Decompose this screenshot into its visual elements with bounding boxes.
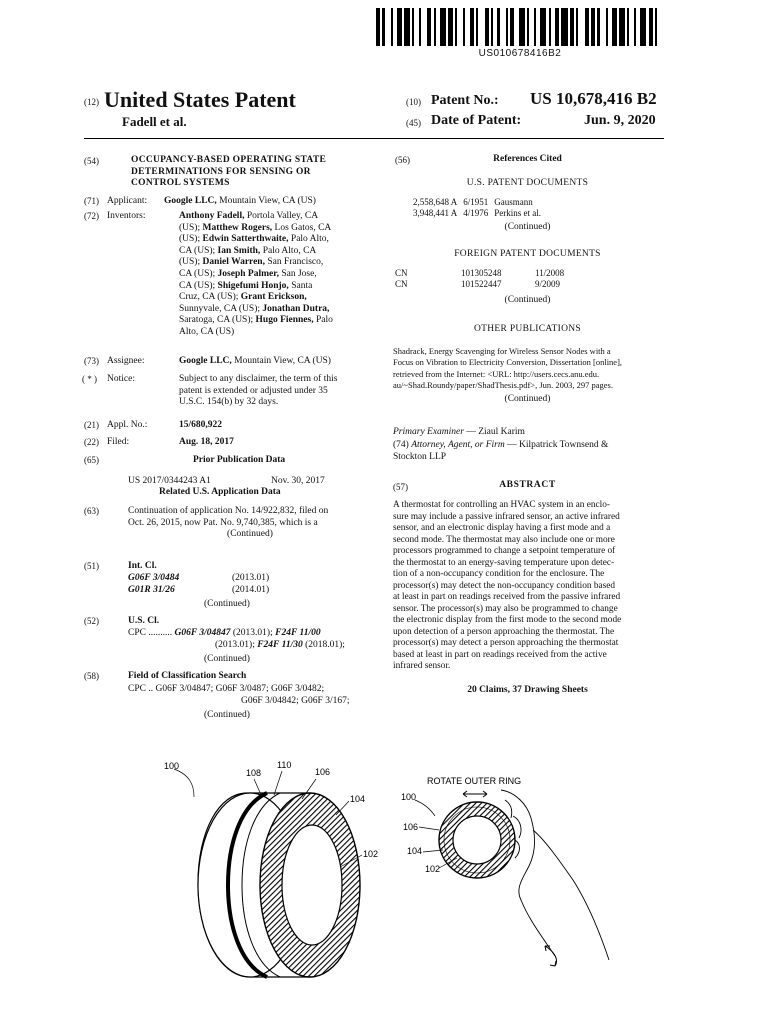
ref-label-106: 106 xyxy=(315,767,331,777)
inventor-name: Jonathan Dutra, xyxy=(262,303,330,314)
patent-type-title: United States Patent xyxy=(104,87,296,112)
thermostat-ring-figure xyxy=(150,755,390,1005)
claims-count: 20 Claims, 37 Drawing Sheets xyxy=(467,685,588,695)
inventor-line xyxy=(179,234,374,246)
table-row xyxy=(413,208,547,219)
int-cl-continued: (Continued) xyxy=(204,599,250,609)
int-cl-version: (2013.01) xyxy=(232,573,270,583)
other-pub-line: Focus on Vibration to Electricity Conversion, Dissertation [online], xyxy=(393,357,623,368)
doc-name: Gausmann xyxy=(494,197,533,207)
cpc-class: F24F 11/30 xyxy=(257,640,303,650)
code-21: (21) xyxy=(84,420,99,430)
code-51: (51) xyxy=(84,561,99,571)
other-pubs-continued: (Continued) xyxy=(504,394,551,404)
code-12: (12) xyxy=(84,97,99,107)
related-app-title: Related U.S. Application Data xyxy=(159,487,281,497)
code-73: (73) xyxy=(84,356,99,366)
us-docs-continued: (Continued) xyxy=(504,222,551,232)
code-22: (22) xyxy=(84,437,99,447)
inventor-place: Palo Alto, xyxy=(288,234,329,245)
inventor-line xyxy=(179,304,374,316)
notice-line: U.S.C. 154(b) by 32 days. xyxy=(179,397,279,408)
doc-country: CN xyxy=(395,268,408,278)
abstract-line: sensor, and an electronic display having a first mode and a xyxy=(393,523,611,533)
inventor-line xyxy=(179,292,374,304)
table-row xyxy=(395,268,570,279)
abstract-body xyxy=(393,500,663,673)
abstract-line: sensor. The processor(s) may also be programmed to change xyxy=(393,603,618,614)
table-row xyxy=(413,197,547,208)
inventor-place: Santa xyxy=(288,280,313,291)
int-cl-class: G01R 31/26 xyxy=(128,585,175,595)
inventor-place: CA (US); xyxy=(179,280,218,291)
doc-date: 9/2009 xyxy=(535,279,561,289)
applicant-place: Mountain View, CA (US) xyxy=(219,196,316,206)
us-docs-title: U.S. PATENT DOCUMENTS xyxy=(466,178,589,188)
appl-no-label: Appl. No.: xyxy=(107,420,148,430)
code-71: (71) xyxy=(84,196,99,206)
examiner-name: — Ziaul Karim xyxy=(466,427,525,437)
ref-label-102: 102 xyxy=(425,864,441,874)
references-title: References Cited xyxy=(493,154,562,164)
other-pub-line: Shadrack, Energy Scavenging for Wireless Sensor Nodes with a xyxy=(393,346,611,356)
continuation-line: Oct. 26, 2015, now Pat. No. 9,740,385, which is a xyxy=(128,517,318,528)
doc-number: 2,558,648 A xyxy=(413,197,458,207)
other-pub-line: au/~Shad.Roundy/paper/ShadThesis.pdf>, Jun. 2003, 297 pages. xyxy=(393,380,613,391)
abstract-line: based at least in part on readings received from the active xyxy=(393,649,607,660)
int-cl-title: Int. Cl. xyxy=(128,561,157,571)
abstract-line: second mode. The thermostat may also include one or more xyxy=(393,534,615,545)
inventor-line xyxy=(179,257,374,269)
appl-no: 15/680,922 xyxy=(179,420,223,430)
ref-label-100: 100 xyxy=(401,792,417,802)
attorney-firm-cont: Stockton LLP xyxy=(393,452,447,462)
patent-no-label: Patent No.: xyxy=(431,93,499,108)
foreign-docs-continued: (Continued) xyxy=(504,295,551,305)
applicant-name: Google LLC, xyxy=(164,196,217,206)
first-inventor: Fadell et al. xyxy=(122,114,187,129)
inventors-list xyxy=(179,211,374,339)
field-search-line: CPC .. G06F 3/04847; G06F 3/0487; G06F 3/0482; xyxy=(128,684,325,694)
code-74: (74) xyxy=(393,440,409,450)
barcode-bar xyxy=(657,8,663,46)
ref-label-108: 108 xyxy=(246,768,262,778)
rotate-ring-caption: ROTATE OUTER RING xyxy=(427,776,522,786)
assignee-label: Assignee: xyxy=(107,356,145,366)
us-cl-continued: (Continued) xyxy=(204,654,250,664)
code-72: (72) xyxy=(84,211,99,221)
attorney-label: Attorney, Agent, or Firm xyxy=(411,440,505,450)
code-57: (57) xyxy=(393,482,408,492)
inventor-place: Portola Valley, CA xyxy=(244,211,319,221)
code-56: (56) xyxy=(395,155,410,165)
doc-country: CN xyxy=(395,279,408,289)
inventor-place: Alto, CA (US) xyxy=(179,326,235,337)
barcode-number: US010678416B2 xyxy=(478,48,562,59)
inventor-name: Hugo Fiennes, xyxy=(255,315,314,326)
header-rule xyxy=(84,138,664,139)
us-docs-table xyxy=(413,197,547,219)
inventor-place: Palo Alto, CA xyxy=(260,245,317,256)
ref-label-102: 102 xyxy=(363,849,379,859)
inventor-line xyxy=(179,327,374,339)
inventor-place: (US); xyxy=(179,234,203,245)
ref-label-106: 106 xyxy=(403,822,419,832)
abstract-line: processors programmed to change a setpoint temperature of xyxy=(393,546,616,556)
foreign-docs-table xyxy=(395,268,570,290)
inventor-name: Ian Smith, xyxy=(217,245,261,256)
code-notice: ( * ) xyxy=(82,374,97,384)
doc-name: Perkins et al. xyxy=(494,208,542,218)
applicant-label: Applicant: xyxy=(107,196,148,206)
doc-date: 11/2008 xyxy=(535,268,565,278)
inventor-line xyxy=(179,269,374,281)
inventor-place: (US); xyxy=(179,222,203,233)
prior-pub-number: US 2017/0344243 A1 xyxy=(128,476,211,486)
inventor-place: (US); xyxy=(179,257,203,268)
field-search-continued: (Continued) xyxy=(204,710,250,720)
filed-date: Aug. 18, 2017 xyxy=(179,437,234,447)
inventor-place: CA (US); xyxy=(179,268,218,279)
inventor-place: Palo xyxy=(313,315,333,326)
inventor-place: San Francisco, xyxy=(264,257,324,268)
barcode xyxy=(376,8,664,46)
int-cl-class: G06F 3/0484 xyxy=(128,573,180,583)
abstract-line: sure may include a passive infrared sensor, an active infrared xyxy=(393,511,620,522)
prior-pub-title: Prior Publication Data xyxy=(193,455,286,465)
inventor-line xyxy=(179,281,374,293)
abstract-title: ABSTRACT xyxy=(499,480,556,490)
code-65: (65) xyxy=(84,455,99,465)
doc-number: 3,948,441 A xyxy=(413,208,458,218)
inventor-line xyxy=(179,211,374,223)
doc-number: 101305248 xyxy=(461,268,502,278)
notice-line: patent is extended or adjusted under 35 xyxy=(179,385,328,396)
continuation-continued: (Continued) xyxy=(227,529,273,540)
examiner-label: Primary Examiner xyxy=(393,427,464,437)
inventor-name: Edwin Satterthwaite, xyxy=(202,234,289,245)
cpc-class: F24F 11/00 xyxy=(275,628,321,638)
inventor-name: Matthew Rogers, xyxy=(202,222,273,233)
cpc-label: CPC .......... xyxy=(128,628,173,638)
cpc-version: (2018.01); xyxy=(302,640,345,650)
inventor-place: Saratoga, CA (US); xyxy=(179,315,256,326)
table-row xyxy=(395,279,570,290)
other-pub-line: retrieved from the Internet: <URL: http://users.cecs.anu.edu. xyxy=(393,368,600,379)
patent-number: US 10,678,416 B2 xyxy=(530,89,657,108)
ref-label-104: 104 xyxy=(407,846,423,856)
date-of-patent-label: Date of Patent: xyxy=(431,113,522,128)
inventor-line xyxy=(179,315,374,327)
abstract-line: the thermostat to an energy-saving temperature upon detec- xyxy=(393,557,615,568)
code-58: (58) xyxy=(84,671,99,681)
field-search-title: Field of Classification Search xyxy=(128,671,247,681)
abstract-line: upon detection of a person approaching the thermostat. The xyxy=(393,626,615,637)
invention-title: OCCUPANCY-BASED OPERATING STATE DETERMINATIONS FOR SENSING OR CONTROL SYSTEMS xyxy=(131,155,327,189)
attorney-firm: — Kilpatrick Townsend & xyxy=(504,440,609,450)
inventors-label: Inventors: xyxy=(107,211,146,221)
us-cl-title: U.S. Cl. xyxy=(128,616,160,626)
notice-label: Notice: xyxy=(107,374,135,384)
prior-pub-date: Nov. 30, 2017 xyxy=(271,476,325,486)
inventor-name: Anthony Fadell, xyxy=(179,211,245,221)
code-45: (45) xyxy=(406,118,421,128)
filed-label: Filed: xyxy=(107,437,130,447)
inventor-name: Shigefumi Honjo, xyxy=(217,280,289,291)
inventor-place: San Jose, xyxy=(278,268,317,279)
code-52: (52) xyxy=(84,616,99,626)
doc-date: 4/1976 xyxy=(463,208,489,218)
inventor-place: Los Gatos, CA xyxy=(272,222,332,233)
code-54: (54) xyxy=(84,156,99,166)
inventor-name: Grant Erickson, xyxy=(240,292,307,303)
abstract-line: A thermostat for controlling an HVAC system in an enclo- xyxy=(393,500,610,510)
abstract-line: the electronic display from the first mode to the second mode xyxy=(393,615,622,625)
code-10: (10) xyxy=(406,97,421,107)
doc-number: 101522447 xyxy=(461,279,502,289)
abstract-line: processor(s) may detect the non-occupancy condition based xyxy=(393,580,616,591)
other-pubs-title: OTHER PUBLICATIONS xyxy=(473,324,581,334)
inventor-place: Sunnyvale, CA (US); xyxy=(179,303,263,314)
inventor-place: Cruz, CA (US); xyxy=(179,292,241,303)
inventor-line xyxy=(179,223,374,235)
ref-label-104: 104 xyxy=(350,794,366,804)
rotate-ring-figure xyxy=(395,770,635,1010)
doc-date: 6/1951 xyxy=(463,197,489,207)
abstract-line: at least in part on readings received from the passive infrared xyxy=(393,592,621,602)
inventor-place: CA (US); xyxy=(179,245,218,256)
cpc-version: (2013.01); xyxy=(215,640,258,650)
abstract-line: infrared sensor. xyxy=(393,661,451,671)
assignee-place: Mountain View, CA (US) xyxy=(234,356,331,366)
assignee-name: Google LLC, xyxy=(179,356,232,366)
abstract-line: processor(s) may detect a person approaching the thermostat xyxy=(393,638,619,648)
inventor-name: Joseph Palmer, xyxy=(217,268,279,279)
continuation-line: Continuation of application No. 14/922,832, filed on xyxy=(128,506,329,516)
ref-label-100: 100 xyxy=(164,761,180,771)
notice-line: Subject to any disclaimer, the term of this xyxy=(179,374,338,384)
int-cl-version: (2014.01) xyxy=(232,585,270,595)
inventor-name: Daniel Warren, xyxy=(202,257,265,268)
foreign-docs-title: FOREIGN PATENT DOCUMENTS xyxy=(454,249,601,259)
field-search-line: G06F 3/04842; G06F 3/167; xyxy=(241,696,350,706)
inventor-line xyxy=(179,246,374,258)
cpc-version: (2013.01); xyxy=(230,628,276,638)
abstract-line: tion of a non-occupancy condition for the enclosure. The xyxy=(393,569,605,579)
ref-label-110: 110 xyxy=(277,760,292,770)
code-63: (63) xyxy=(84,506,99,516)
date-of-patent: Jun. 9, 2020 xyxy=(584,113,656,128)
cpc-class: G06F 3/04847 xyxy=(174,628,231,638)
